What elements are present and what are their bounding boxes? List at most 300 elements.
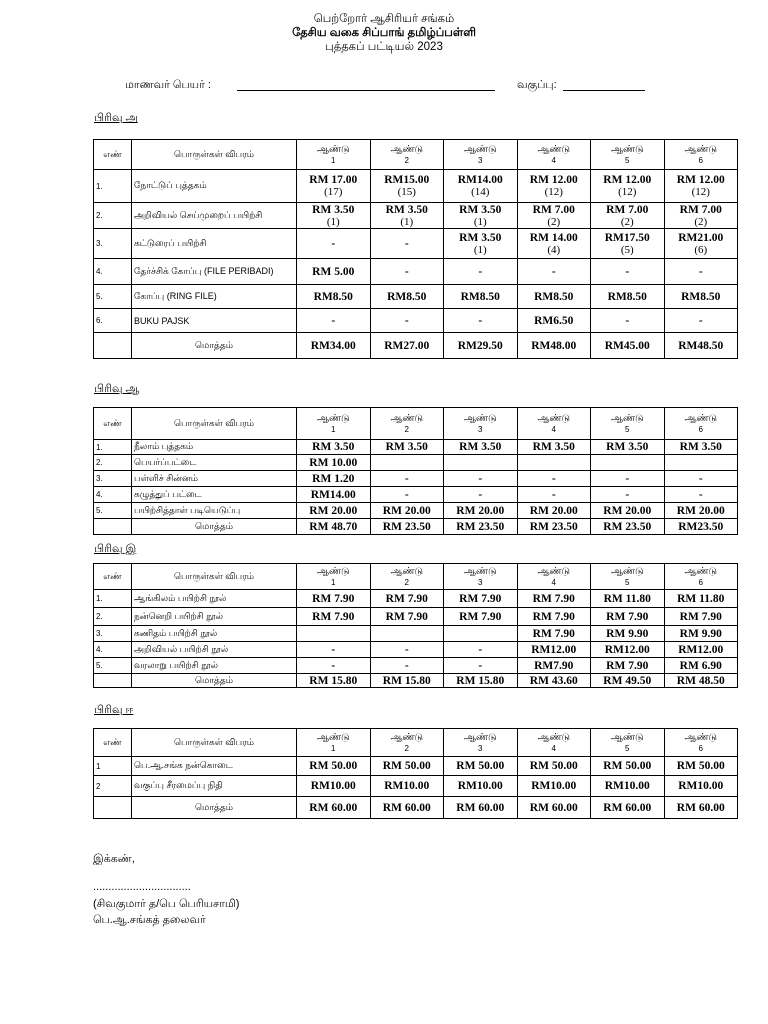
col-header-year xyxy=(591,140,665,170)
section-c-table xyxy=(93,563,738,688)
price-cell: RM 10.00 xyxy=(297,455,371,471)
header-line-2: தேசிய வகை சிப்பாங் தமிழ்ப்பள்ளி xyxy=(292,27,476,39)
col-header-item: பொருள்கள் விபரம் xyxy=(132,729,297,757)
section-d-table xyxy=(93,728,738,819)
total-label: மொத்தம் xyxy=(132,797,297,819)
col-header-year xyxy=(664,729,738,757)
price-value: RM8.50 xyxy=(681,290,721,303)
price-cell: RM 7.90 xyxy=(297,608,371,626)
year-word: ஆண்டு xyxy=(537,565,571,577)
total-row xyxy=(94,797,738,819)
item-description: வகுப்பு சீரமைப்பு நிதி xyxy=(132,776,297,797)
quantity-value: (5) xyxy=(620,243,634,256)
section-title: பிரிவு ஈ xyxy=(94,704,134,716)
price-value: - xyxy=(331,314,336,327)
year-number: 2 xyxy=(404,577,409,587)
year-number: 3 xyxy=(478,424,483,434)
table-row xyxy=(94,259,738,285)
year-number: 5 xyxy=(625,743,630,753)
price-cell xyxy=(591,285,665,309)
item-description: கட்டுரைப் பயிற்சி xyxy=(132,229,297,259)
price-cell: RM 20.00 xyxy=(370,503,444,519)
table-row xyxy=(94,471,738,487)
price-cell: - xyxy=(297,658,371,674)
year-number: 3 xyxy=(478,743,483,753)
year-number: 6 xyxy=(698,743,703,753)
section-a-table xyxy=(93,139,738,359)
item-description: தேர்ச்சிக் கோப்பு (FILE PERIBADI) xyxy=(132,259,297,285)
table-row xyxy=(94,229,738,259)
quantity-value: (2) xyxy=(547,215,561,228)
price-cell xyxy=(517,203,591,229)
row-number: 3. xyxy=(94,229,132,259)
table-row xyxy=(94,757,738,776)
total-value: RM45.00 xyxy=(591,333,665,359)
year-word: ஆண்டு xyxy=(390,143,424,155)
table-row xyxy=(94,440,738,455)
price-cell: - xyxy=(444,658,518,674)
price-value: RM15.00 xyxy=(384,174,430,186)
year-number: 6 xyxy=(698,155,703,165)
price-cell: - xyxy=(664,487,738,503)
year-word: ஆண்டு xyxy=(463,143,497,155)
col-header-no: எண் xyxy=(94,408,132,440)
price-cell: RM 7.90 xyxy=(370,608,444,626)
table-header-row xyxy=(94,564,738,590)
total-value: RM48.50 xyxy=(664,333,738,359)
total-value: RM 23.50 xyxy=(517,519,591,535)
price-cell: - xyxy=(370,658,444,674)
price-cell: RM 20.00 xyxy=(517,503,591,519)
table-row xyxy=(94,503,738,519)
price-cell: RM 11.80 xyxy=(591,590,665,608)
year-number: 4 xyxy=(551,424,556,434)
row-number: 2 xyxy=(94,776,132,797)
row-number: 1. xyxy=(94,590,132,608)
table-row xyxy=(94,658,738,674)
row-number: 1. xyxy=(94,440,132,455)
price-cell: RM 50.00 xyxy=(517,757,591,776)
item-description: அறிவியல் செய்முறைப் பயிற்சி xyxy=(132,203,297,229)
price-cell: RM 7.90 xyxy=(444,590,518,608)
price-value: RM 12.00 xyxy=(603,174,652,186)
price-cell: - xyxy=(297,642,371,658)
year-word: ஆண்டு xyxy=(610,412,644,424)
total-value: RM 43.60 xyxy=(517,674,591,688)
price-cell: RM 7.90 xyxy=(517,590,591,608)
col-header-year xyxy=(297,729,371,757)
price-value: RM 12.00 xyxy=(529,174,578,186)
year-word: ஆண்டு xyxy=(684,412,718,424)
year-word: ஆண்டு xyxy=(684,731,718,743)
price-cell: - xyxy=(517,487,591,503)
row-number: 2. xyxy=(94,608,132,626)
col-header-year xyxy=(370,408,444,440)
col-header-item: பொருள்கள் விபரம் xyxy=(132,140,297,170)
price-value: - xyxy=(404,265,409,278)
total-label: மொத்தம் xyxy=(132,519,297,535)
price-cell xyxy=(297,285,371,309)
table-row xyxy=(94,285,738,309)
quantity-value: (12) xyxy=(691,186,710,198)
col-header-year xyxy=(517,564,591,590)
total-value: RM 60.00 xyxy=(370,797,444,819)
section-title: பிரிவு அ xyxy=(94,112,138,124)
table-row xyxy=(94,608,738,626)
year-number: 6 xyxy=(698,577,703,587)
year-number: 2 xyxy=(404,424,409,434)
price-cell: RM 50.00 xyxy=(370,757,444,776)
year-word: ஆண்டு xyxy=(684,565,718,577)
col-header-year xyxy=(591,729,665,757)
price-value: RM8.50 xyxy=(460,290,500,303)
table-header-row xyxy=(94,408,738,440)
total-value: RM 48.50 xyxy=(664,674,738,688)
year-number: 5 xyxy=(625,424,630,434)
class-label: வகுப்பு: xyxy=(517,79,557,91)
student-info-row xyxy=(125,79,685,95)
year-word: ஆண்டு xyxy=(316,565,350,577)
table-row xyxy=(94,309,738,333)
price-cell: RM10.00 xyxy=(591,776,665,797)
price-value: RM 3.50 xyxy=(459,203,502,216)
price-cell xyxy=(664,259,738,285)
price-cell xyxy=(444,455,518,471)
price-cell: RM12.00 xyxy=(517,642,591,658)
price-cell: RM 7.90 xyxy=(591,658,665,674)
closing-text: இக்கண், xyxy=(93,853,135,865)
price-cell: RM10.00 xyxy=(664,776,738,797)
price-cell: RM 50.00 xyxy=(297,757,371,776)
price-value: RM 12.00 xyxy=(676,174,725,186)
row-number: 4. xyxy=(94,259,132,285)
price-cell xyxy=(444,259,518,285)
price-cell: RM12.00 xyxy=(664,642,738,658)
item-description: பயிற்சித்தாள் படியெடுப்பு xyxy=(132,503,297,519)
year-number: 4 xyxy=(551,577,556,587)
price-cell: RM 11.80 xyxy=(664,590,738,608)
price-cell xyxy=(297,259,371,285)
col-header-year xyxy=(664,408,738,440)
year-word: ஆண்டு xyxy=(316,143,350,155)
year-word: ஆண்டு xyxy=(463,565,497,577)
price-cell: - xyxy=(370,642,444,658)
price-cell: RM10.00 xyxy=(517,776,591,797)
year-number: 1 xyxy=(331,424,336,434)
row-number: 2. xyxy=(94,455,132,471)
price-cell: RM 7.90 xyxy=(444,608,518,626)
year-word: ஆண்டு xyxy=(610,565,644,577)
quantity-value: (1) xyxy=(326,215,340,228)
col-header-year xyxy=(517,140,591,170)
total-value: RM 60.00 xyxy=(297,797,371,819)
price-cell: RM 20.00 xyxy=(591,503,665,519)
year-number: 4 xyxy=(551,155,556,165)
price-value: RM8.50 xyxy=(534,290,574,303)
year-word: ஆண்டு xyxy=(390,412,424,424)
price-cell xyxy=(591,203,665,229)
price-cell: RM 3.50 xyxy=(517,440,591,455)
total-value: RM 23.50 xyxy=(370,519,444,535)
price-cell xyxy=(591,229,665,259)
year-number: 3 xyxy=(478,155,483,165)
price-value: - xyxy=(698,265,703,278)
price-cell xyxy=(591,309,665,333)
price-cell: RM 3.50 xyxy=(297,440,371,455)
price-value: - xyxy=(331,237,336,250)
year-word: ஆண்டு xyxy=(537,731,571,743)
total-value: RM 49.50 xyxy=(591,674,665,688)
price-cell: RM 6.90 xyxy=(664,658,738,674)
quantity-value: (12) xyxy=(544,186,563,198)
total-value: RM 60.00 xyxy=(444,797,518,819)
table-row xyxy=(94,590,738,608)
total-value: RM29.50 xyxy=(444,333,518,359)
year-word: ஆண்டு xyxy=(390,565,424,577)
price-cell xyxy=(591,259,665,285)
col-header-year xyxy=(370,564,444,590)
year-word: ஆண்டு xyxy=(390,731,424,743)
price-value: - xyxy=(404,237,409,250)
price-value: RM 14.00 xyxy=(529,231,578,244)
price-cell xyxy=(370,259,444,285)
row-number: 6. xyxy=(94,309,132,333)
total-value: RM 23.50 xyxy=(591,519,665,535)
col-header-year xyxy=(297,564,371,590)
price-cell: RM 3.50 xyxy=(591,440,665,455)
total-row xyxy=(94,674,738,688)
price-value: RM8.50 xyxy=(387,290,427,303)
price-value: RM6.50 xyxy=(534,314,574,327)
col-header-year xyxy=(444,729,518,757)
total-row-number xyxy=(94,333,132,359)
price-cell: - xyxy=(591,471,665,487)
col-header-year xyxy=(444,408,518,440)
price-cell xyxy=(664,229,738,259)
price-cell: RM 7.90 xyxy=(517,626,591,642)
quantity-value: (15) xyxy=(397,186,416,198)
price-value: RM 3.50 xyxy=(385,203,428,216)
quantity-value: (4) xyxy=(547,243,561,256)
price-value: RM 3.50 xyxy=(312,203,355,216)
student-name-line xyxy=(237,90,495,91)
total-row-number xyxy=(94,519,132,535)
price-value: RM14.00 xyxy=(457,174,503,186)
year-number: 2 xyxy=(404,743,409,753)
price-cell xyxy=(517,229,591,259)
price-cell xyxy=(444,170,518,203)
price-cell: RM 3.50 xyxy=(370,440,444,455)
price-cell: RM 20.00 xyxy=(664,503,738,519)
year-number: 2 xyxy=(404,155,409,165)
year-number: 6 xyxy=(698,424,703,434)
year-word: ஆண்டு xyxy=(316,731,350,743)
price-value: RM 7.00 xyxy=(532,203,575,216)
table-row xyxy=(94,487,738,503)
price-cell: RM 9.90 xyxy=(664,626,738,642)
total-label: மொத்தம் xyxy=(132,674,297,688)
col-header-year xyxy=(297,408,371,440)
col-header-year xyxy=(664,564,738,590)
total-value: RM27.00 xyxy=(370,333,444,359)
signature-line: ................................ xyxy=(93,881,191,893)
row-number: 3. xyxy=(94,471,132,487)
total-row xyxy=(94,333,738,359)
col-header-no: எண் xyxy=(94,564,132,590)
quantity-value: (1) xyxy=(473,243,487,256)
col-header-year xyxy=(664,140,738,170)
item-description: பெயர்ப்பட்டை xyxy=(132,455,297,471)
signer-name: (சிவகுமார் த/பெ பெரியசாமி) xyxy=(93,898,240,910)
section-title: பிரிவு ஆ xyxy=(94,383,140,395)
price-cell: RM 7.90 xyxy=(591,608,665,626)
row-number: 1 xyxy=(94,757,132,776)
price-cell: - xyxy=(517,471,591,487)
price-cell xyxy=(297,626,371,642)
price-cell: RM 7.90 xyxy=(370,590,444,608)
item-description: ஆங்கிலம் பயிற்சி நூல் xyxy=(132,590,297,608)
price-cell xyxy=(370,626,444,642)
price-cell: - xyxy=(370,487,444,503)
col-header-year xyxy=(370,729,444,757)
total-value: RM 23.50 xyxy=(444,519,518,535)
item-description: கணிதம் பயிற்சி நூல் xyxy=(132,626,297,642)
price-cell: RM7.90 xyxy=(517,658,591,674)
price-cell: RM 20.00 xyxy=(297,503,371,519)
price-cell: RM 7.90 xyxy=(517,608,591,626)
year-number: 1 xyxy=(331,577,336,587)
price-cell xyxy=(370,285,444,309)
price-value: - xyxy=(625,265,630,278)
total-value: RM 60.00 xyxy=(517,797,591,819)
price-cell xyxy=(444,203,518,229)
price-cell xyxy=(664,170,738,203)
header-line-1: பெற்றோர் ஆசிரியர் சங்கம் xyxy=(313,13,455,25)
year-number: 5 xyxy=(625,577,630,587)
col-header-year xyxy=(591,564,665,590)
price-value: - xyxy=(478,265,483,278)
quantity-value: (14) xyxy=(471,186,490,198)
price-cell xyxy=(517,285,591,309)
price-cell: RM 7.90 xyxy=(297,590,371,608)
row-number: 5. xyxy=(94,503,132,519)
price-value: RM21.00 xyxy=(678,231,724,244)
price-value: - xyxy=(404,314,409,327)
col-header-item: பொருள்கள் விபரம் xyxy=(132,408,297,440)
total-value: RM 15.80 xyxy=(370,674,444,688)
price-value: - xyxy=(478,314,483,327)
price-cell: RM 50.00 xyxy=(664,757,738,776)
row-number: 2. xyxy=(94,203,132,229)
price-cell xyxy=(444,229,518,259)
price-cell xyxy=(370,455,444,471)
quantity-value: (12) xyxy=(618,186,637,198)
signer-role: பெ.ஆ.சங்கத் தலைவர் xyxy=(93,914,206,926)
table-row xyxy=(94,203,738,229)
price-cell xyxy=(517,259,591,285)
price-cell: - xyxy=(664,471,738,487)
price-cell xyxy=(297,170,371,203)
price-cell xyxy=(664,455,738,471)
table-row xyxy=(94,776,738,797)
price-cell: - xyxy=(370,471,444,487)
price-cell xyxy=(297,203,371,229)
item-description: BUKU PAJSK xyxy=(132,309,297,333)
total-value: RM34.00 xyxy=(297,333,371,359)
price-cell: RM14.00 xyxy=(297,487,371,503)
price-cell: RM12.00 xyxy=(591,642,665,658)
price-cell xyxy=(664,203,738,229)
price-cell: RM 9.90 xyxy=(591,626,665,642)
price-cell: RM 3.50 xyxy=(444,440,518,455)
row-number: 3. xyxy=(94,626,132,642)
year-word: ஆண்டு xyxy=(610,143,644,155)
item-description: நோட்டுப் புத்தகம் xyxy=(132,170,297,203)
price-value: RM 5.00 xyxy=(312,265,355,278)
price-cell xyxy=(517,455,591,471)
total-value: RM 60.00 xyxy=(664,797,738,819)
row-number: 4. xyxy=(94,642,132,658)
item-description: கழுத்துப் பட்டை xyxy=(132,487,297,503)
price-value: RM17.50 xyxy=(604,231,650,244)
price-cell xyxy=(664,285,738,309)
total-row-number xyxy=(94,674,132,688)
price-value: RM 7.00 xyxy=(679,203,722,216)
year-word: ஆண்டு xyxy=(610,731,644,743)
year-word: ஆண்டு xyxy=(684,143,718,155)
table-row xyxy=(94,170,738,203)
year-number: 1 xyxy=(331,743,336,753)
year-word: ஆண்டு xyxy=(537,143,571,155)
price-value: RM 17.00 xyxy=(309,174,358,186)
price-value: RM 3.50 xyxy=(459,231,502,244)
col-header-year xyxy=(591,408,665,440)
price-value: - xyxy=(625,314,630,327)
item-description: பள்ளிச் சின்னம் xyxy=(132,471,297,487)
header-line-3: புத்தகப் பட்டியல் 2023 xyxy=(325,41,443,53)
price-cell: RM10.00 xyxy=(370,776,444,797)
price-cell xyxy=(297,309,371,333)
year-word: ஆண்டு xyxy=(463,731,497,743)
price-cell xyxy=(370,203,444,229)
col-header-year xyxy=(517,408,591,440)
price-cell xyxy=(444,309,518,333)
item-description: நன்னெறி பயிற்சி நூல் xyxy=(132,608,297,626)
price-cell xyxy=(370,229,444,259)
col-header-no: எண் xyxy=(94,140,132,170)
price-value: - xyxy=(698,314,703,327)
total-value: RM48.00 xyxy=(517,333,591,359)
quantity-value: (1) xyxy=(473,215,487,228)
col-header-no: எண் xyxy=(94,729,132,757)
price-value: - xyxy=(551,265,556,278)
col-header-item: பொருள்கள் விபரம் xyxy=(132,564,297,590)
quantity-value: (2) xyxy=(694,215,708,228)
total-value: RM23.50 xyxy=(664,519,738,535)
table-row xyxy=(94,642,738,658)
price-value: RM8.50 xyxy=(313,290,353,303)
price-cell xyxy=(664,309,738,333)
price-cell: RM 50.00 xyxy=(591,757,665,776)
price-cell: RM 3.50 xyxy=(664,440,738,455)
col-header-year xyxy=(517,729,591,757)
price-cell: - xyxy=(444,471,518,487)
price-cell xyxy=(370,170,444,203)
table-header-row xyxy=(94,729,738,757)
price-cell xyxy=(517,170,591,203)
price-cell: RM 50.00 xyxy=(444,757,518,776)
price-cell xyxy=(444,626,518,642)
